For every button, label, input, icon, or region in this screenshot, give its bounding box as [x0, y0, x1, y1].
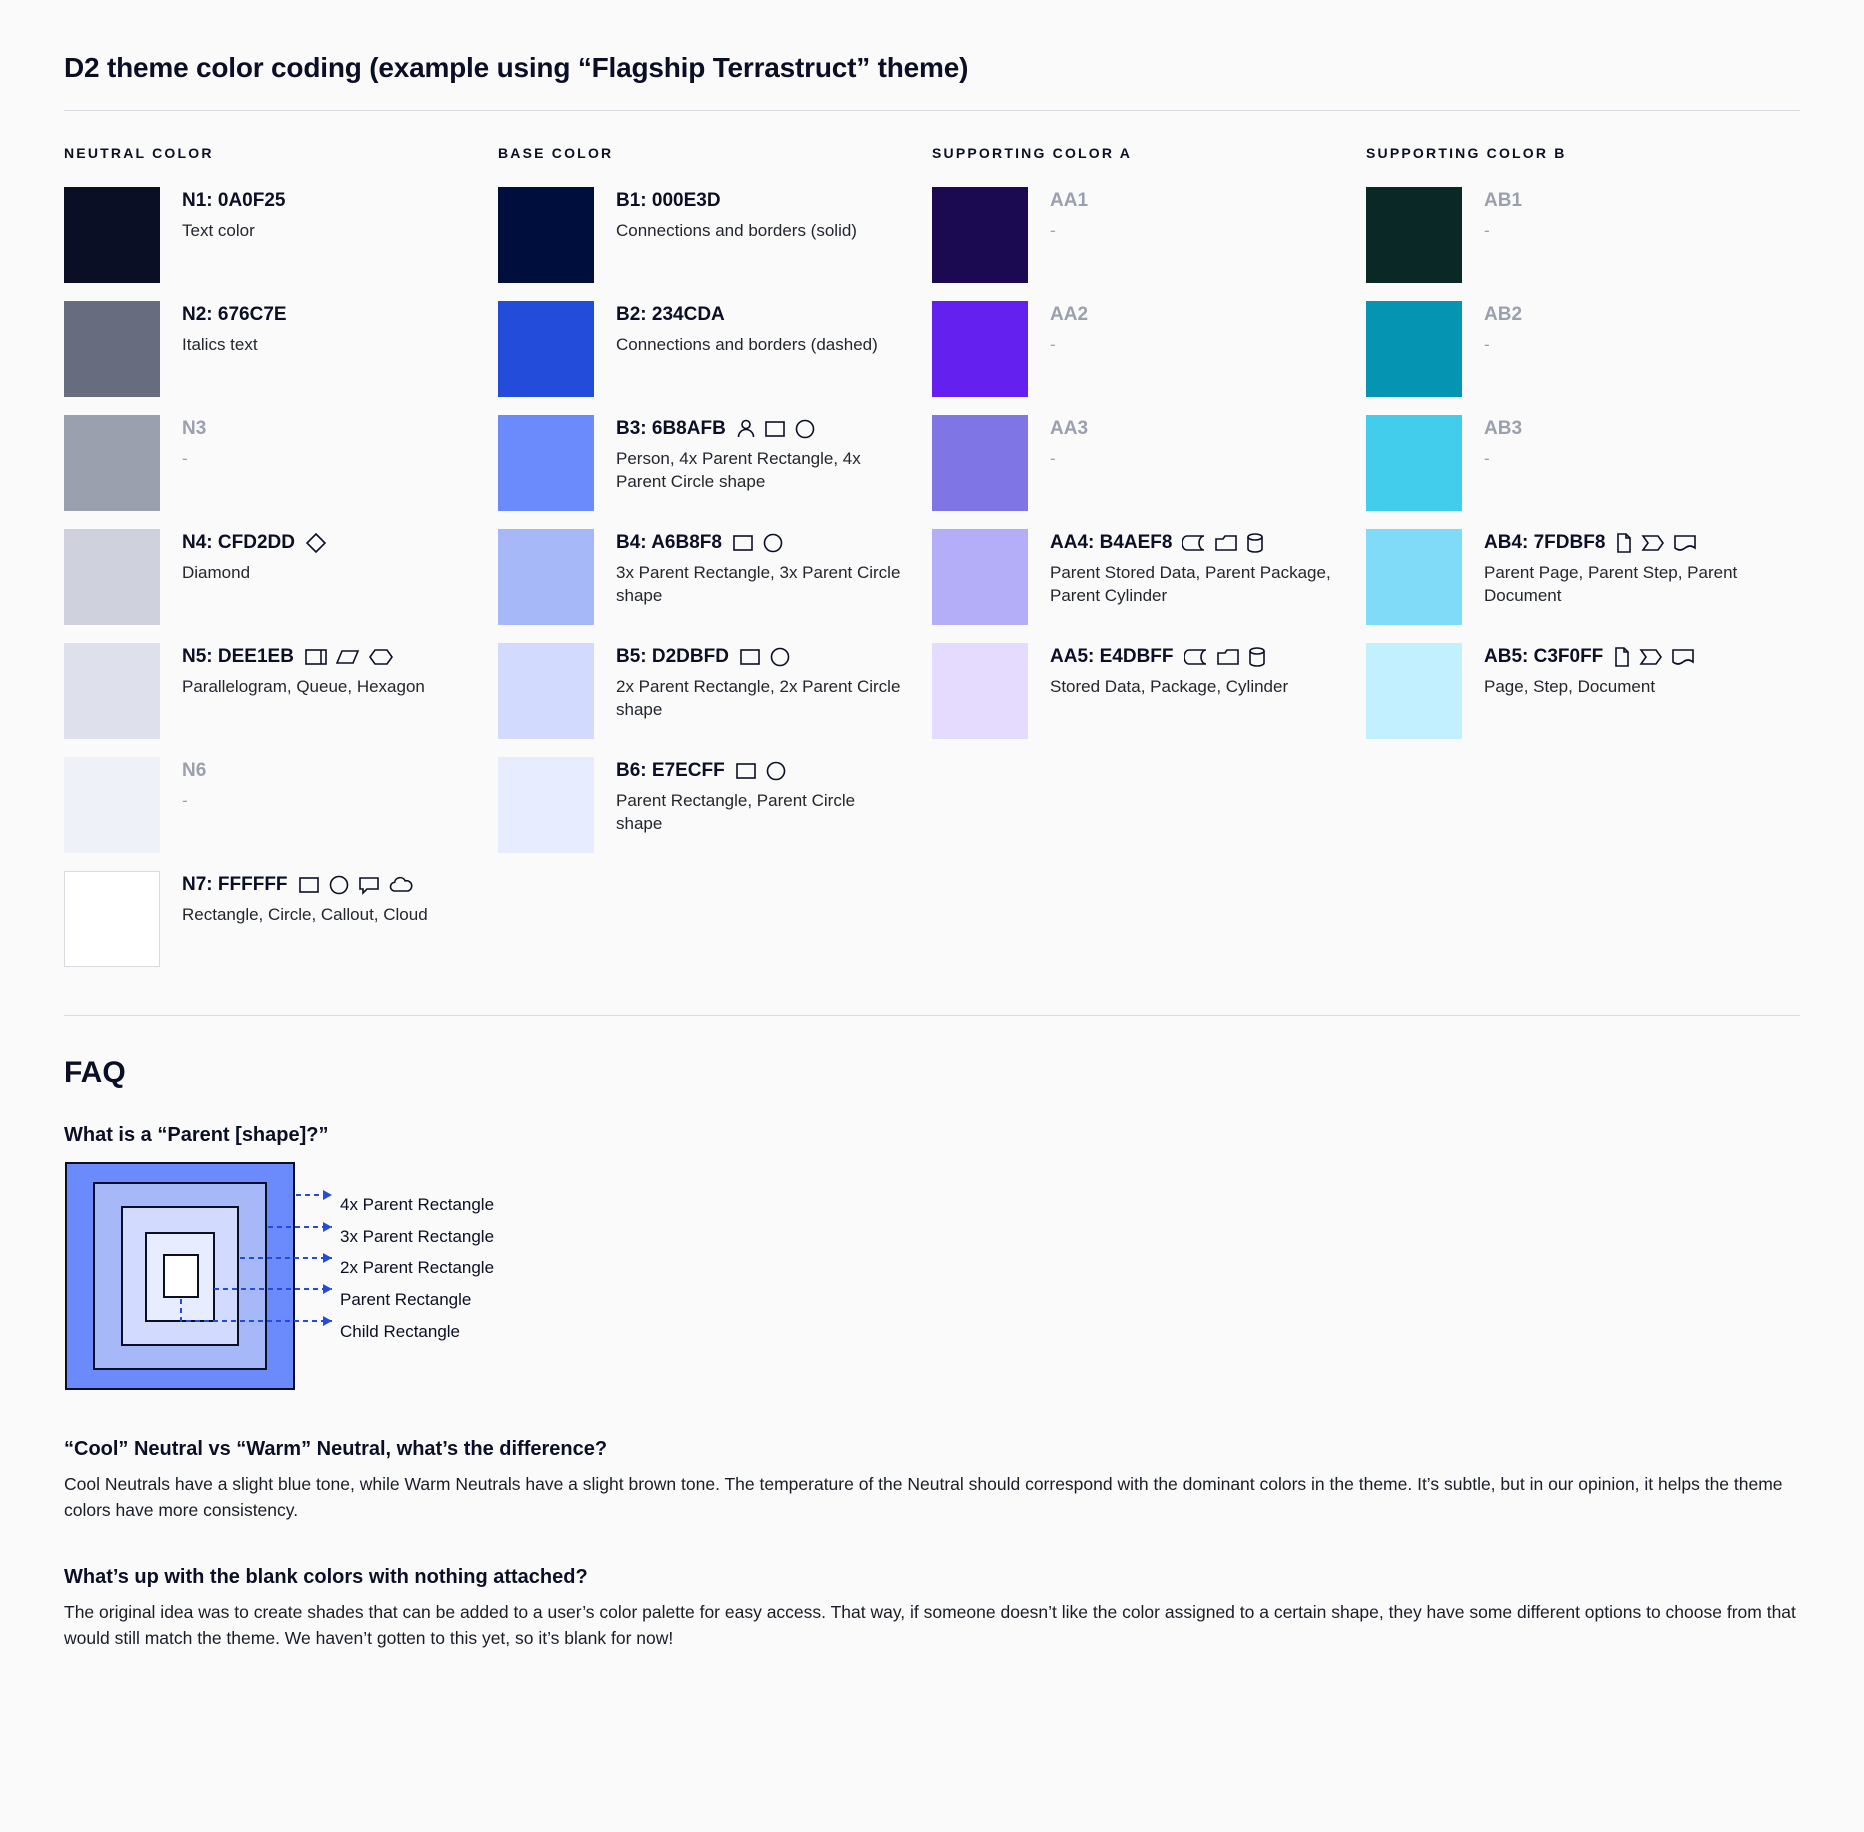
color-swatch [498, 643, 594, 739]
rectangle-icon [735, 761, 757, 781]
faq-answer-3: The original idea was to create shades that can be added to a user’s color palette for easy access. That way, if someone doesn’t like the color assigned to a certain shape, they have some different options to choose from that would still match the theme. We haven’t gotten to this yet, so it’s blank for now! [64, 1601, 1796, 1648]
color-row-text [160, 871, 428, 927]
color-description: Page, Step, Document [1484, 676, 1656, 696]
color-row-text [594, 415, 906, 494]
color-row [498, 529, 906, 625]
legend-item-1: 3x Parent Rectangle [340, 1227, 495, 1246]
page-icon [1613, 646, 1631, 668]
shape-icon-group [1182, 532, 1264, 554]
faq-question-1: What is a “Parent [shape]?” [64, 1124, 329, 1146]
column-header: SUPPORTING COLOR A [932, 145, 1133, 161]
shape-icon-group [732, 532, 784, 554]
color-swatch [64, 757, 160, 853]
color-description: - [1484, 334, 1490, 354]
color-row-text [1462, 643, 1695, 699]
color-description: Parent Page, Parent Step, Parent Document [1484, 562, 1738, 605]
color-row [932, 643, 1340, 739]
stored-data-icon [1184, 647, 1208, 667]
color-swatch [498, 301, 594, 397]
document-icon [1671, 647, 1695, 667]
color-row [64, 301, 472, 397]
color-description: Parent Rectangle, Parent Circle shape [616, 790, 856, 833]
package-icon [1216, 647, 1240, 667]
color-row [932, 529, 1340, 625]
stored-data-icon [1182, 533, 1206, 553]
color-label-text: N2: 676C7E [182, 304, 287, 325]
header-divider [64, 110, 1800, 111]
color-label [1484, 417, 1522, 441]
page-title: D2 theme color coding (example using “Flagship Terrastruct” theme) [64, 52, 969, 83]
color-swatch [64, 187, 160, 283]
color-description: - [182, 448, 188, 468]
color-row [64, 415, 472, 511]
color-row [1366, 415, 1774, 511]
color-row-text [160, 757, 206, 813]
color-label [1050, 645, 1288, 669]
color-swatch [64, 529, 160, 625]
color-swatch [64, 643, 160, 739]
cylinder-icon [1248, 646, 1266, 668]
color-description: - [1050, 334, 1056, 354]
color-label-text: AA2 [1050, 304, 1089, 325]
circle-icon [794, 418, 816, 440]
color-row [932, 301, 1340, 397]
color-description: Text color [182, 220, 255, 240]
color-swatch [64, 301, 160, 397]
color-swatch [932, 529, 1028, 625]
color-label-text: B6: E7ECFF [616, 760, 725, 781]
step-icon [1641, 533, 1665, 553]
color-label [1484, 531, 1774, 555]
color-row [64, 757, 472, 853]
color-row-text [1462, 187, 1522, 243]
color-description: Italics text [182, 334, 258, 354]
color-swatch [64, 415, 160, 511]
nesting-diagram-wrap [64, 1161, 1800, 1396]
color-description: Connections and borders (solid) [616, 220, 857, 240]
color-label-text: AB4: 7FDBF8 [1484, 532, 1606, 553]
shape-icon-group [1184, 646, 1266, 668]
color-row-text [594, 187, 857, 243]
color-label [182, 417, 206, 441]
color-label [182, 873, 428, 897]
color-description: 3x Parent Rectangle, 3x Parent Circle shape [616, 562, 901, 605]
step-icon [1639, 647, 1663, 667]
color-row-text [1028, 529, 1340, 608]
legend-item-2: 2x Parent Rectangle [340, 1258, 495, 1277]
color-row-text [1028, 643, 1288, 699]
color-label-text: N1: 0A0F25 [182, 190, 286, 211]
color-label [182, 189, 286, 213]
color-label [616, 417, 906, 441]
faq-heading: FAQ [64, 1056, 126, 1089]
color-label-text: B1: 000E3D [616, 190, 721, 211]
color-row-text [594, 643, 906, 722]
color-label [182, 303, 287, 327]
color-label-text: AA1 [1050, 190, 1089, 211]
page-icon [1615, 532, 1633, 554]
color-row [1366, 187, 1774, 283]
color-label [616, 303, 878, 327]
shape-icon-group [304, 647, 394, 667]
color-description: Rectangle, Circle, Callout, Cloud [182, 904, 428, 924]
color-description: Person, 4x Parent Rectangle, 4x Parent Circle shape [616, 448, 861, 491]
color-label-text: AA5: E4DBFF [1050, 646, 1174, 667]
faq-answer-2: Cool Neutrals have a slight blue tone, while Warm Neutrals have a slight brown tone. The temperature of the Neutral should correspond with the dominant colors in the theme. It’s subtle, but in our opinion, it helps the theme colors have more consistency. [64, 1474, 1783, 1521]
color-swatch [498, 415, 594, 511]
column-header: SUPPORTING COLOR B [1366, 145, 1567, 161]
color-row-text [594, 301, 878, 357]
color-label-text: B5: D2DBFD [616, 646, 729, 667]
color-description: - [1484, 448, 1490, 468]
color-description: - [1050, 220, 1056, 240]
color-swatch [1366, 415, 1462, 511]
cylinder-icon [1246, 532, 1264, 554]
color-row [498, 643, 906, 739]
hexagon-icon [368, 647, 394, 667]
color-row-text [594, 529, 906, 608]
color-row [498, 757, 906, 853]
color-label-text: B4: A6B8F8 [616, 532, 722, 553]
color-row-text [1462, 529, 1774, 608]
color-label-text: AB3 [1484, 418, 1523, 439]
color-label [1484, 303, 1522, 327]
queue-icon [304, 647, 328, 667]
color-description: Connections and borders (dashed) [616, 334, 878, 354]
color-row-text [1462, 301, 1522, 357]
color-label-text: N7: FFFFFF [182, 874, 288, 895]
color-swatch [498, 757, 594, 853]
color-label [616, 189, 857, 213]
color-row [1366, 529, 1774, 625]
shape-icon-group [298, 874, 414, 896]
faq-divider [64, 1015, 1800, 1016]
shape-icon-group [736, 418, 816, 440]
color-row [64, 871, 472, 967]
color-row [1366, 643, 1774, 739]
cloud-icon [388, 875, 414, 895]
color-description: Parent Stored Data, Parent Package, Parent Cylinder [1050, 562, 1331, 605]
color-label [1050, 303, 1088, 327]
color-row-text [1028, 187, 1088, 243]
column-header: NEUTRAL COLOR [64, 145, 214, 161]
color-description: - [182, 790, 188, 810]
color-row-text [1028, 301, 1088, 357]
color-label [182, 531, 327, 555]
person-icon [736, 418, 756, 440]
color-label [182, 759, 206, 783]
color-swatch [932, 643, 1028, 739]
color-swatch [498, 187, 594, 283]
color-row-text [160, 529, 327, 585]
color-columns [64, 145, 1800, 985]
shape-icon-group [1613, 646, 1695, 668]
color-row [498, 187, 906, 283]
color-label-text: B2: 234CDA [616, 304, 725, 325]
rectangle-icon [764, 419, 786, 439]
color-row [932, 187, 1340, 283]
circle-icon [328, 874, 350, 896]
color-row [498, 301, 906, 397]
color-label [616, 645, 906, 669]
color-row [498, 415, 906, 511]
rectangle-icon [732, 533, 754, 553]
color-row-text [160, 301, 287, 357]
color-row-text [1028, 415, 1088, 471]
color-label [182, 645, 425, 669]
color-swatch [1366, 643, 1462, 739]
color-description: 2x Parent Rectangle, 2x Parent Circle shape [616, 676, 901, 719]
color-description: - [1050, 448, 1056, 468]
color-label-text: AB2 [1484, 304, 1523, 325]
color-column [932, 145, 1366, 985]
diamond-icon [305, 532, 327, 554]
parallelogram-icon [336, 647, 360, 667]
color-swatch [64, 871, 160, 967]
color-swatch [1366, 187, 1462, 283]
shape-icon-group [739, 646, 791, 668]
nesting-diagram [64, 1161, 524, 1396]
color-label [1484, 645, 1695, 669]
color-label [1050, 531, 1340, 555]
color-label [616, 531, 906, 555]
color-swatch [932, 415, 1028, 511]
color-row-text [160, 415, 206, 471]
color-swatch [932, 187, 1028, 283]
color-swatch [498, 529, 594, 625]
legend-item-0: 4x Parent Rectangle [340, 1194, 495, 1214]
color-swatch [1366, 529, 1462, 625]
nesting-legend [340, 1161, 494, 1347]
circle-icon [765, 760, 787, 782]
color-column [1366, 145, 1800, 985]
color-row-text [1462, 415, 1522, 471]
color-row [1366, 301, 1774, 397]
color-row [932, 415, 1340, 511]
color-description: Parallelogram, Queue, Hexagon [182, 676, 425, 696]
circle-icon [769, 646, 791, 668]
color-row [64, 529, 472, 625]
color-label-text: AA3 [1050, 418, 1089, 439]
faq-question-3: What’s up with the blank colors with nothing attached? [64, 1565, 588, 1588]
color-description: - [1484, 220, 1490, 240]
callout-icon [358, 875, 380, 895]
shape-icon-group [305, 532, 327, 554]
shape-icon-group [735, 760, 787, 782]
legend-item-4: Child Rectangle [340, 1321, 461, 1341]
shape-icon-group [1615, 532, 1697, 554]
color-column [498, 145, 932, 985]
color-swatch [932, 301, 1028, 397]
color-label-text: N4: CFD2DD [182, 532, 295, 553]
faq-question-2: “Cool” Neutral vs “Warm” Neutral, what’s the difference? [64, 1438, 608, 1460]
rectangle-icon [739, 647, 761, 667]
column-header: BASE COLOR [498, 145, 614, 161]
color-row-text [160, 643, 425, 699]
color-label-text: AA4: B4AEF8 [1050, 532, 1173, 553]
color-label [1050, 417, 1088, 441]
color-row [64, 643, 472, 739]
color-label-text: AB5: C3F0FF [1484, 646, 1604, 667]
color-label-text: AB1 [1484, 190, 1523, 211]
document-icon [1673, 533, 1697, 553]
color-label-text: N6 [182, 760, 207, 781]
color-label [1050, 189, 1088, 213]
color-label-text: N3 [182, 418, 207, 439]
legend-item-3: Parent Rectangle [340, 1289, 472, 1309]
package-icon [1214, 533, 1238, 553]
color-row-text [594, 757, 906, 836]
color-label [616, 759, 906, 783]
color-description: Diamond [182, 562, 251, 582]
color-label-text: N5: DEE1EB [182, 646, 294, 667]
color-row-text [160, 187, 286, 243]
color-label [1484, 189, 1522, 213]
color-column [64, 145, 498, 985]
color-swatch [1366, 301, 1462, 397]
color-row [64, 187, 472, 283]
rectangle-icon [298, 875, 320, 895]
circle-icon [762, 532, 784, 554]
color-description: Stored Data, Package, Cylinder [1050, 676, 1289, 696]
color-label-text: B3: 6B8AFB [616, 418, 726, 439]
